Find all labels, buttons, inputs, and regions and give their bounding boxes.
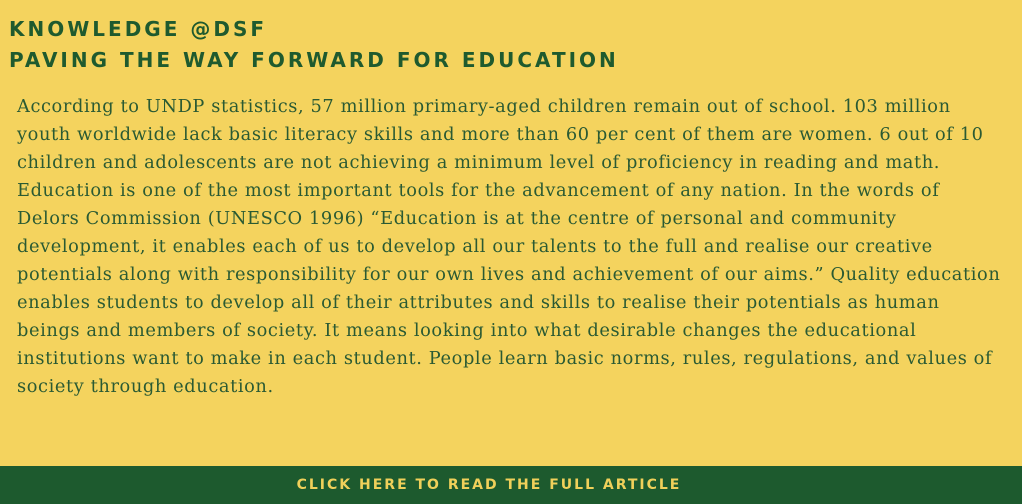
banner-header [9, 14, 1009, 76]
banner-subtitle: PAVING THE WAY FORWARD FOR EDUCATION [9, 48, 619, 72]
article-excerpt [17, 93, 1007, 401]
article-paragraph-education: Education is one of the most important tools for the advancement of any nation. In the words of Delors Commission (UNESCO 1996) “Education is at the centre of personal and community development, it enables each of us to develop all our talents to the full and realise our creative potentials along with responsibility for our own lives and achievement of our aims.” Quality education enables students to develop all of their attributes and skills to realise their potentials as human beings and members of society. It means looking into what desirable changes the educational institutions want to make in each student. People learn basic norms, rules, regulations, and values of society through education. [17, 180, 1001, 397]
footer-bar [0, 466, 1022, 504]
article-paragraph-statistics: According to UNDP statistics, 57 million primary-aged children remain out of school. 103 million youth worldwide lack basic literacy skills and more than 60 per cent of them are women. 6 out of 10 children and adolescents are not achieving a minimum level of proficiency in reading and math. [17, 96, 984, 173]
read-full-article-link[interactable]: CLICK HERE TO READ THE FULL ARTICLE [296, 477, 682, 493]
banner-title: KNOWLEDGE @DSF [9, 17, 268, 41]
